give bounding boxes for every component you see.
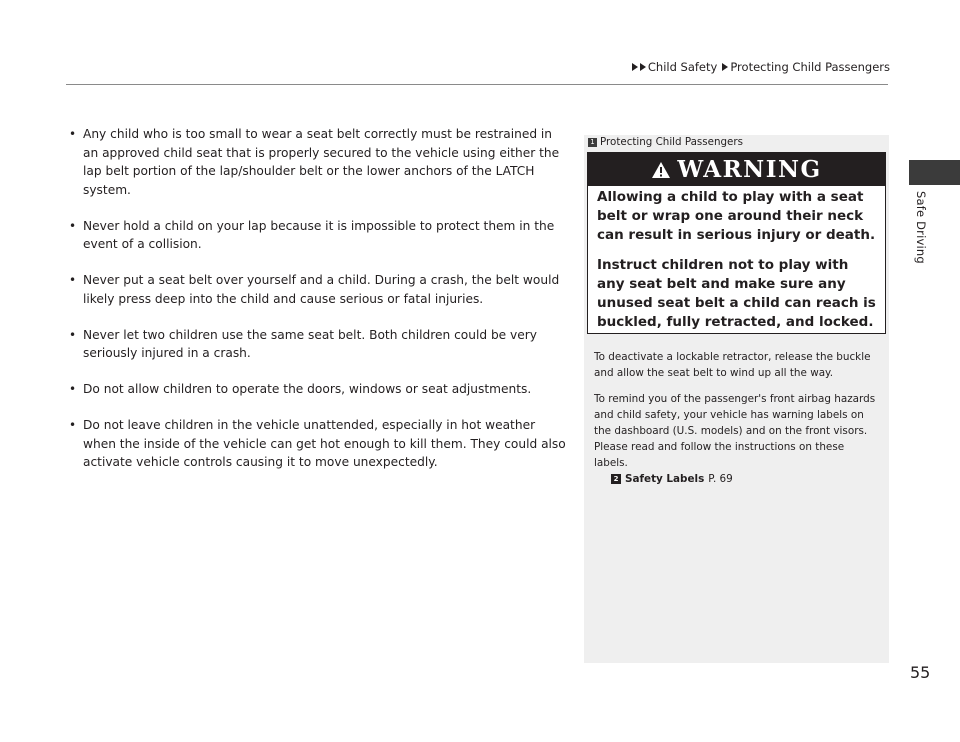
bullet-list	[66, 125, 571, 489]
list-item	[66, 217, 571, 254]
breadcrumb-arrow-icon	[722, 63, 728, 71]
breadcrumb-arrow-icon	[632, 63, 638, 71]
list-item-text: Never let two children use the same seat belt. Both children could be very seriously injured in a crash.	[83, 327, 537, 360]
list-item	[66, 380, 571, 399]
note-paragraph: To deactivate a lockable retractor, release the buckle and allow the seat belt to wind up all the way.	[594, 351, 871, 379]
warning-paragraph: Allowing a child to play with a seat belt or wrap one around their neck can result in serious injury or death.	[597, 189, 876, 243]
list-item-text: Do not allow children to operate the doors, windows or seat adjustments.	[83, 382, 532, 396]
list-item-text: Do not leave children in the vehicle unattended, especially in hot weather when the inside of the vehicle can get hot enough to kill them. They could also activate vehicle controls causing it to move unexpectedly.	[83, 418, 566, 469]
sidebar-title-text: Protecting Child Passengers	[600, 136, 743, 148]
breadcrumb-arrow-icon	[640, 63, 646, 71]
warning-box	[587, 152, 886, 334]
list-item	[66, 326, 571, 363]
reference-arrow-icon: 2	[611, 474, 621, 484]
reference-page: P. 69	[708, 473, 733, 485]
list-item	[66, 125, 571, 199]
bullet-icon: •	[69, 382, 77, 396]
list-item	[66, 416, 571, 472]
sidebar-notes	[584, 135, 889, 663]
list-item-text: Never hold a child on your lap because it is impossible to protect them in the event of a collision.	[83, 218, 555, 251]
warning-header	[588, 153, 885, 186]
warning-body	[588, 186, 885, 332]
breadcrumb	[632, 60, 890, 74]
warning-triangle-icon	[651, 161, 671, 179]
list-item-text: Never put a seat belt over yourself and a child. During a crash, the belt would likely press deep into the child and cause serious or fatal injuries.	[83, 273, 560, 306]
list-item	[66, 271, 571, 308]
warning-label: WARNING	[677, 156, 822, 183]
section-tab	[909, 160, 960, 185]
note-paragraph: To remind you of the passenger's front airbag hazards and child safety, your vehicle has warning labels on the dashboard (U.S. models) and on the front visors. Please read and follow the instructions on these labels.	[594, 393, 876, 469]
header-divider	[66, 84, 888, 85]
bullet-icon: •	[69, 127, 77, 141]
warning-paragraph: Instruct children not to play with any seat belt and make sure any unused seat belt a child can reach is buckled, fully retracted, and locked.	[597, 257, 876, 330]
sidebar-title	[588, 136, 743, 148]
list-item-text: Any child who is too small to wear a seat belt correctly must be restrained in an approved child seat that is properly secured to the vehicle using either the lap belt portion of the lap/shoulder belt or the lower anchors of the LATCH system.	[83, 127, 560, 197]
breadcrumb-item-protecting-child-passengers[interactable]: Protecting Child Passengers	[730, 60, 890, 74]
bullet-icon: •	[69, 418, 77, 432]
cross-reference[interactable]	[594, 471, 879, 487]
sidebar-body	[594, 349, 879, 487]
page-number: 55	[910, 663, 931, 682]
breadcrumb-item-child-safety[interactable]: Child Safety	[647, 60, 718, 74]
section-label: Safe Driving	[914, 191, 928, 264]
bullet-icon: •	[69, 218, 77, 233]
bullet-icon: •	[69, 273, 77, 287]
note-number-icon: 1	[588, 138, 597, 147]
bullet-icon: •	[69, 327, 77, 342]
reference-label[interactable]: Safety Labels	[625, 473, 705, 485]
